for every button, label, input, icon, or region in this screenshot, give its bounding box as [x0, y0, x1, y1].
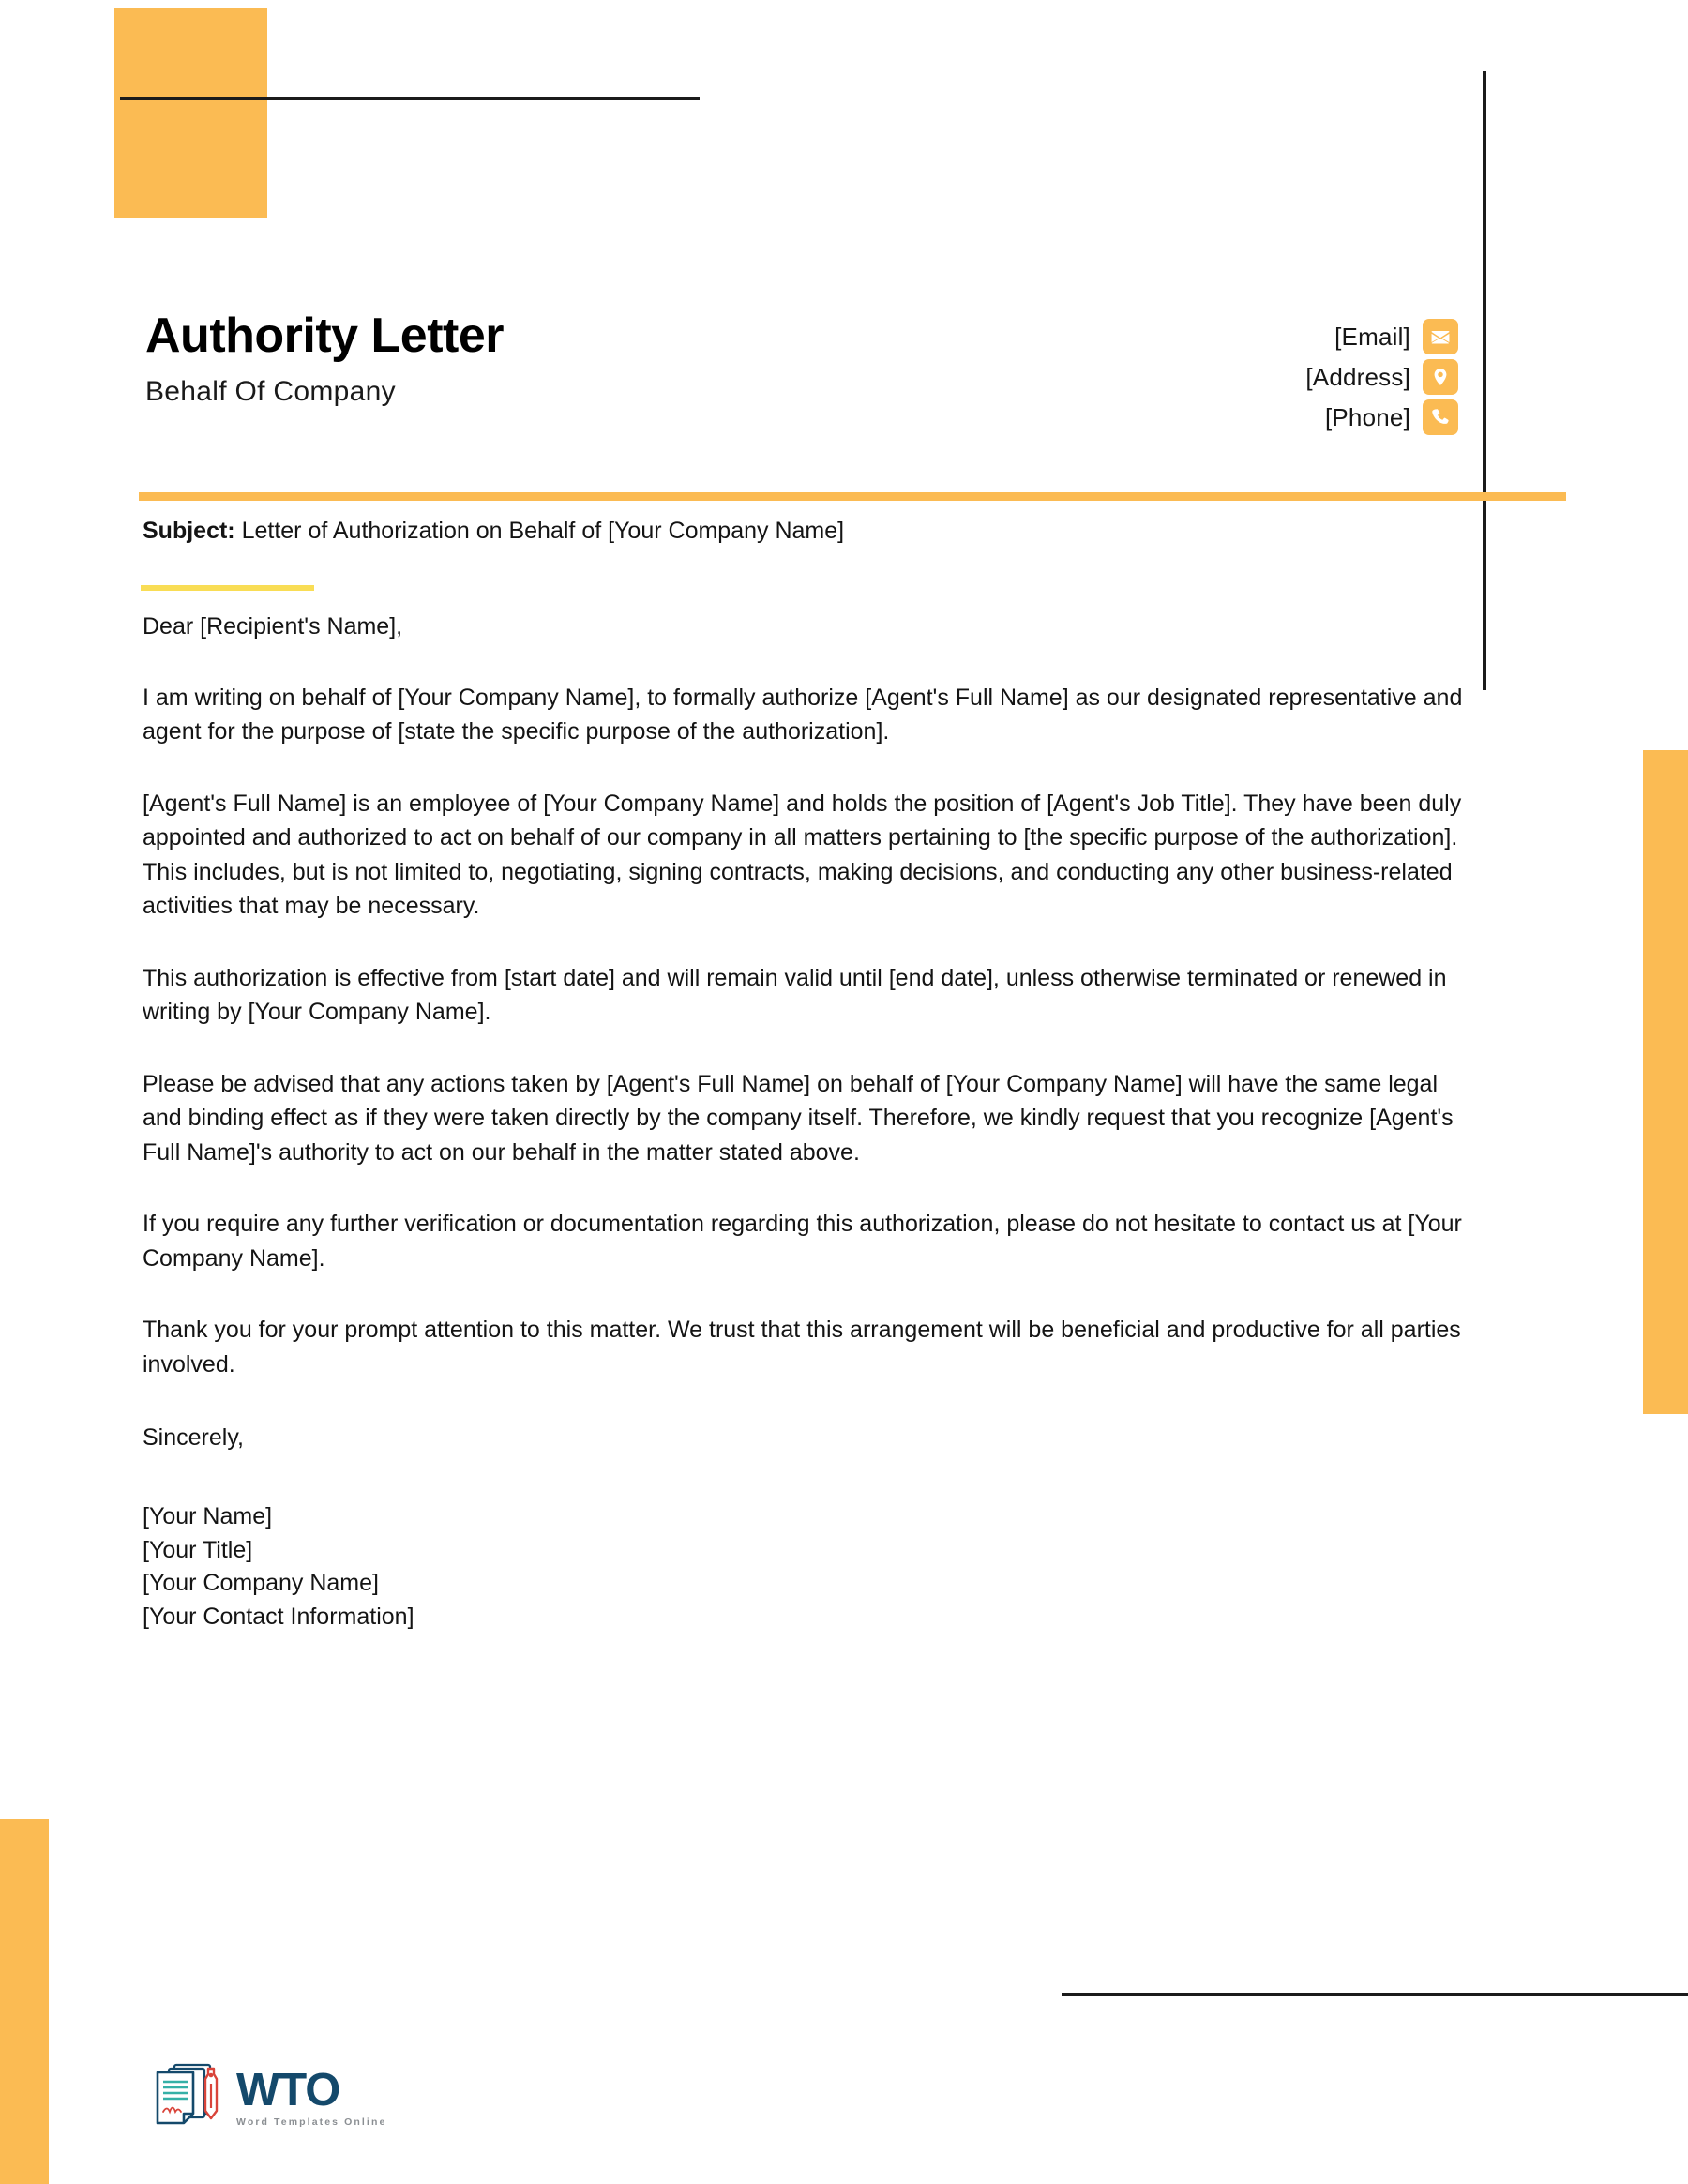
envelope-icon [1423, 319, 1458, 354]
signature-name: [Your Name] [143, 1503, 273, 1529]
signature-contact: [Your Contact Information] [143, 1603, 414, 1630]
contact-row-phone [1325, 399, 1458, 435]
location-pin-icon [1423, 359, 1458, 395]
contact-label-email: [Email] [1334, 322, 1410, 351]
subject-line [143, 516, 1512, 548]
letter-body [143, 516, 1512, 1634]
logo-text-group [236, 2065, 387, 2129]
signature-company: [Your Company Name] [143, 1570, 379, 1596]
decor-bottom-left-orange-bar [0, 1819, 49, 2184]
signature-title: [Your Title] [143, 1536, 253, 1563]
page-title: Authority Letter [145, 309, 504, 363]
document-pen-logo-icon [150, 2059, 233, 2136]
phone-icon [1423, 399, 1458, 435]
closing-salutation: Sincerely, [143, 1424, 244, 1451]
decor-top-left-orange-block [114, 8, 267, 218]
decor-bottom-horizontal-rule [1062, 1993, 1688, 1996]
body-paragraph-4: Please be advised that any actions taken by [Agent's Full Name] on behalf of [Your Company Name] will have the same legal and binding effect as if they were taken directly by the company itself. Therefore, we kindly request that you recognize [Agent's Full Name]'s authority to act on our behalf in the matter stated above. [143, 1070, 1454, 1166]
wto-logo [150, 2059, 386, 2136]
page-subtitle: Behalf Of Company [145, 376, 396, 408]
body-paragraph-6: Thank you for your prompt attention to this matter. We trust that this arrangement will be beneficial and productive for all parties involved. [143, 1317, 1461, 1378]
header-divider [139, 492, 1566, 501]
body-paragraph-3: This authorization is effective from [start date] and will remain valid until [end date], unless otherwise terminated or renewed in writing by [Your Company Name]. [143, 964, 1447, 1025]
body-paragraph-1: I am writing on behalf of [Your Company Name], to formally authorize [Agent's Full Name] as our designated representative and agent for the purpose of [state the specific purpose of the authorization]. [143, 684, 1463, 745]
signature-block [143, 1500, 1512, 1634]
decor-top-horizontal-rule [120, 97, 700, 100]
contact-row-email [1334, 319, 1458, 354]
subject-text: Letter of Authorization on Behalf of [Your Company Name] [234, 518, 845, 544]
decor-right-orange-bar [1643, 750, 1688, 1414]
contact-row-address [1305, 359, 1458, 395]
logo-tagline: Word Templates Online [236, 2116, 387, 2129]
letterhead [0, 309, 1688, 488]
contact-info-block [1305, 319, 1458, 435]
contact-label-address: [Address] [1305, 362, 1410, 391]
title-block [145, 309, 504, 408]
contact-label-phone: [Phone] [1324, 402, 1410, 431]
logo-wordmark: WTO [236, 2065, 340, 2116]
body-paragraph-2: [Agent's Full Name] is an employee of [Your Company Name] and holds the position of [Agent's Job Title]. They have been duly appointed and authorized to act on behalf of our company in all matters pertaining to [the specific purpose of the authorization]. This includes, but is not limited to, negotiating, signing contracts, making decisions, and conducting any other business-related activities that may be necessary. [143, 790, 1462, 919]
salutation: Dear [Recipient's Name], [143, 612, 403, 640]
body-paragraph-5: If you require any further verification or documentation regarding this authorization, please do not hesitate to contact us at [Your Company Name]. [143, 1211, 1462, 1272]
subject-label: Subject: [143, 518, 235, 544]
